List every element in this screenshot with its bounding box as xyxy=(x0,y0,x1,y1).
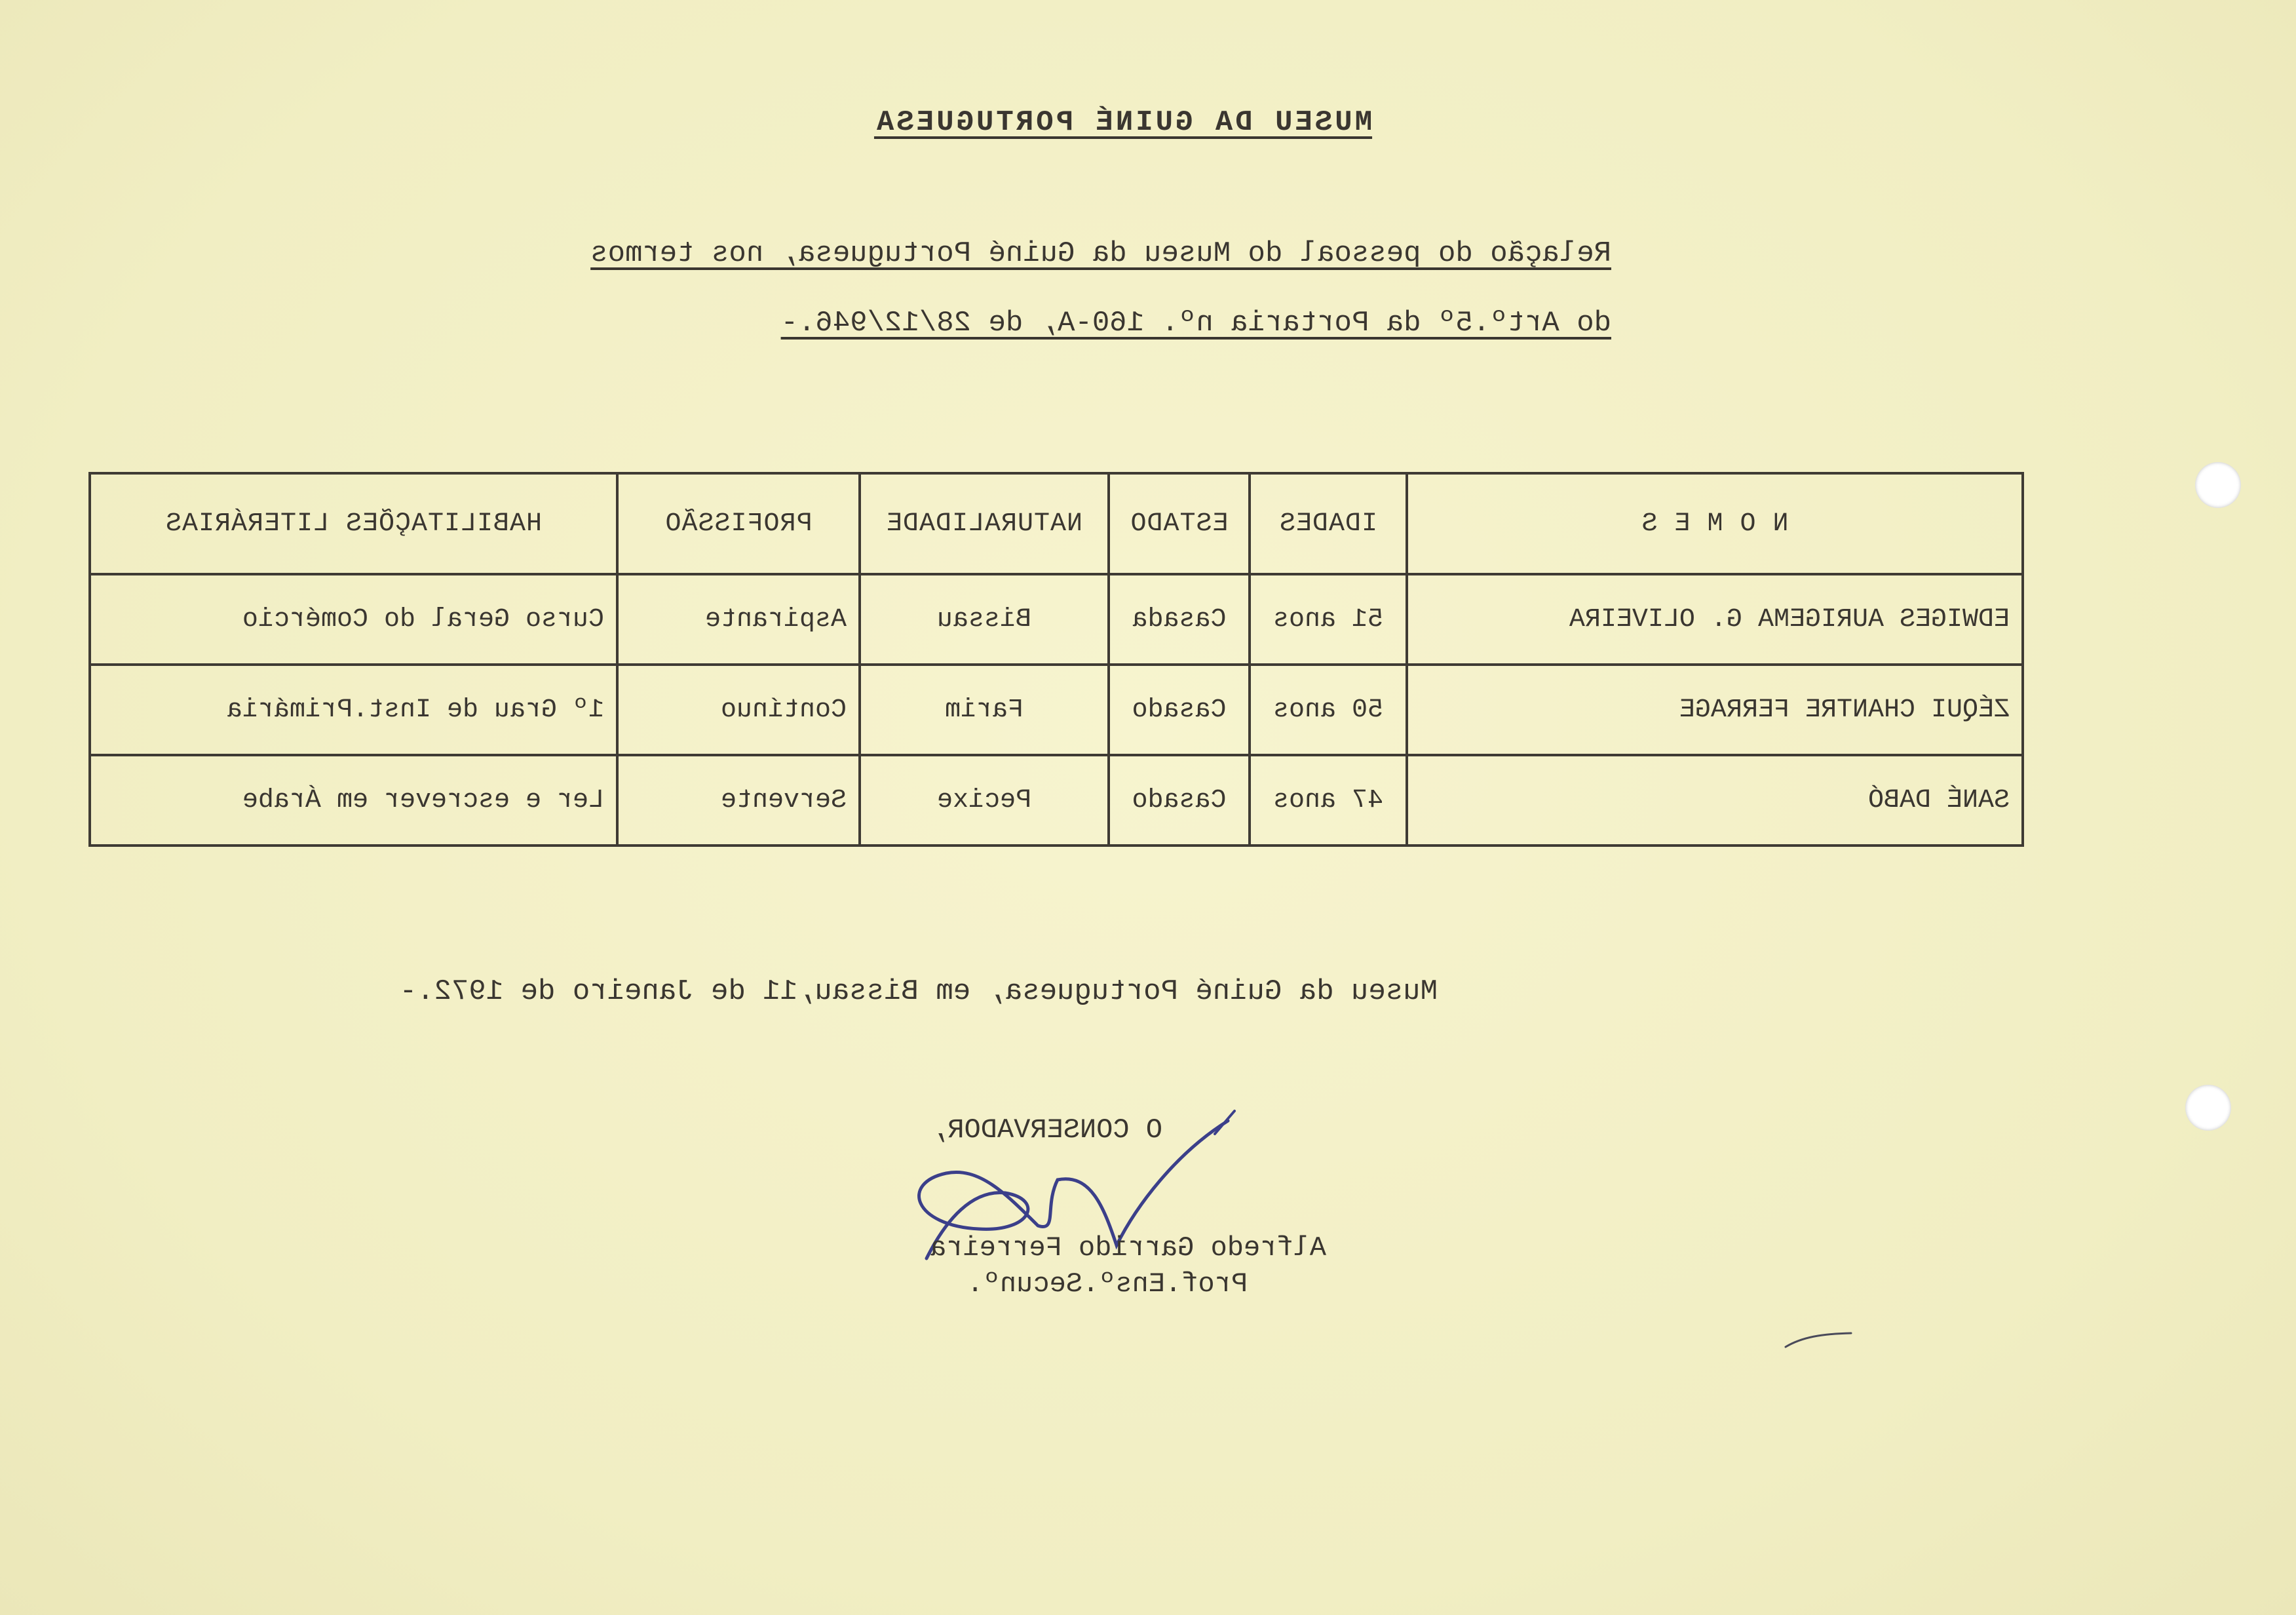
intro-line-2: do Artº.5º da Portaria nº. 160-A, de 28/12/946.- xyxy=(780,307,1611,340)
table-header-row xyxy=(90,473,2023,574)
signer-title: Prof.Ensº.Secunº. xyxy=(966,1268,1248,1300)
cell-birthplace: Pecixe xyxy=(860,755,1109,846)
header-naturalidade: NATURALIDADE xyxy=(860,473,1109,574)
cell-status: Casado xyxy=(1109,665,1250,755)
cell-qualifications: Ler e escrever em Árabe xyxy=(90,755,617,846)
cell-name: SANÉ DABÓ xyxy=(1407,755,2023,846)
cell-name: ZÉQUI CHANTRE FERRAGE xyxy=(1407,665,2023,755)
header-profissao: PROFISSÃO xyxy=(617,473,860,574)
cell-age: 50 anos xyxy=(1250,665,1407,755)
cell-birthplace: Bissau xyxy=(860,574,1109,665)
cell-qualifications: Curso Geral do Comércio xyxy=(90,574,617,665)
signer-role: O CONSERVADOR, xyxy=(931,1114,1162,1146)
place-and-date: Museu da Guiné Portuguesa, em Bissau,11 de Janeiro de 1972.- xyxy=(399,975,1438,1008)
table-row xyxy=(90,574,2023,665)
table-row xyxy=(90,665,2023,755)
header-nomes: N O M E S xyxy=(1407,473,2023,574)
cell-qualifications: 1º Grau de Inst.Primária xyxy=(90,665,617,755)
cell-profession: Contínuo xyxy=(617,665,860,755)
cell-age: 51 anos xyxy=(1250,574,1407,665)
signer-name: Alfredo Garrido Ferreira xyxy=(930,1232,1326,1264)
cell-profession: Servente xyxy=(617,755,860,846)
pen-mark-icon xyxy=(1782,1331,1854,1350)
intro-line-1: Relação do pessoal do Museu da Guiné Portuguesa, nos termos xyxy=(590,237,1611,270)
cell-profession: Aspirante xyxy=(617,574,860,665)
staff-table xyxy=(88,472,2024,847)
cell-status: Casada xyxy=(1109,574,1250,665)
table-row xyxy=(90,755,2023,846)
header-habilitacoes: HABILITAÇÕES LITERÁRIAS xyxy=(90,473,617,574)
cell-name: EDWIGES AURIGEMA G. OLIVEIRA xyxy=(1407,574,2023,665)
cell-age: 47 anos xyxy=(1250,755,1407,846)
cell-status: Casado xyxy=(1109,755,1250,846)
header-estado: ESTADO xyxy=(1109,473,1250,574)
cell-birthplace: Farim xyxy=(860,665,1109,755)
document-title: MUSEU DA GUINÉ PORTUGUESA xyxy=(873,106,1373,139)
header-idades: IDADES xyxy=(1250,473,1407,574)
